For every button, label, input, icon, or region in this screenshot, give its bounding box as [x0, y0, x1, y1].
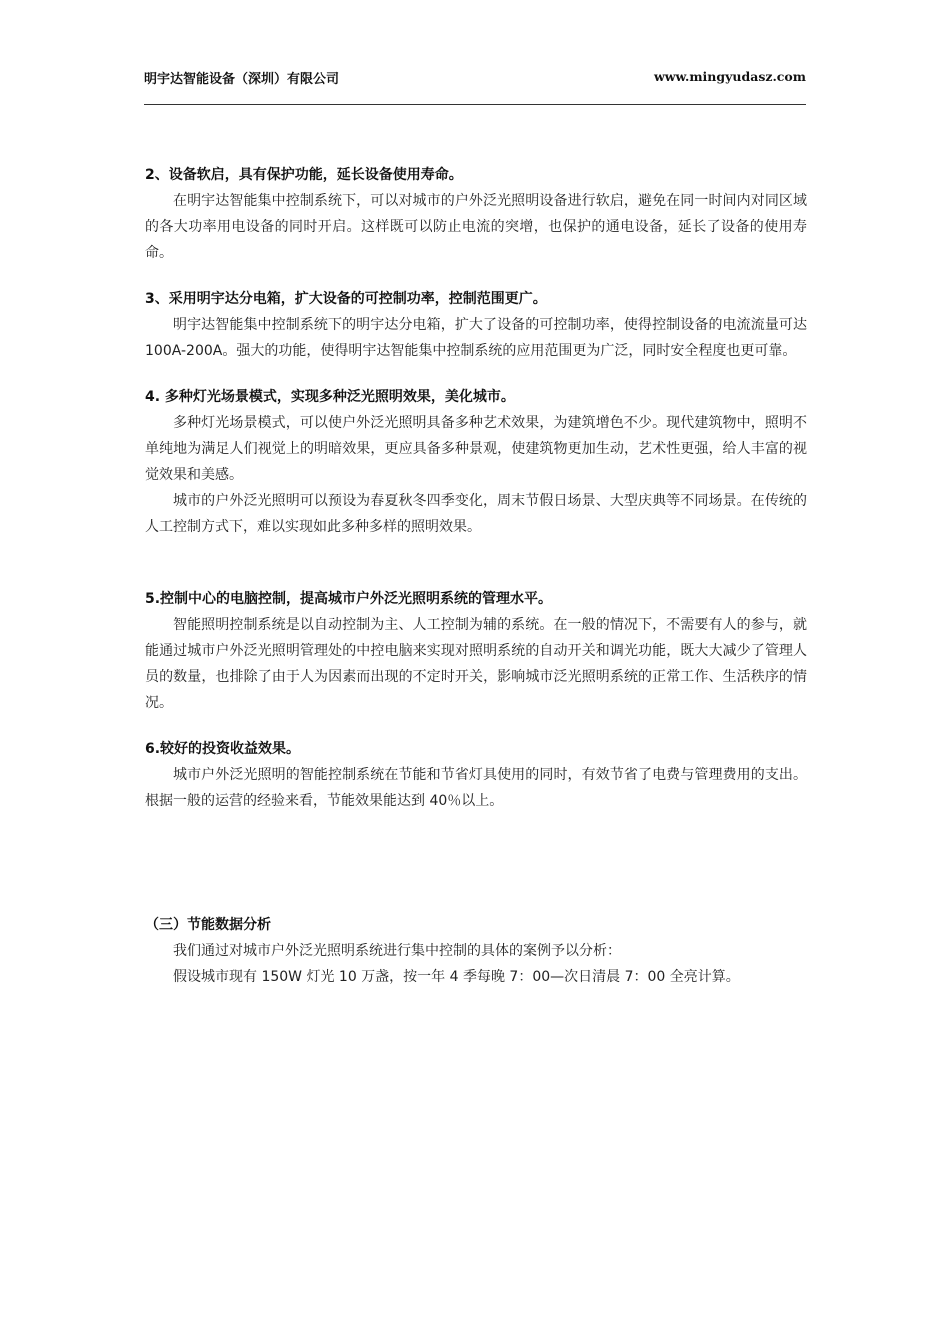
section-lighting-scenes	[145, 384, 807, 540]
analysis-paragraph: 假设城市现有 150W 灯光 10 万盏，按一年 4 季每晚 7：00—次日清晨 7：00 全亮计算。	[173, 969, 740, 985]
company-name: 明宇达智能设备（深圳）有限公司	[144, 72, 340, 87]
section-heading: 2、设备软启，具有保护功能，延长设备使用寿命。	[145, 167, 463, 183]
section-distribution-box	[145, 286, 807, 364]
section-paragraph: 城市的户外泛光照明可以预设为春夏秋冬四季变化，周末节假日场景、大型庆典等不同场景。在传统的人工控制方式下，难以实现如此多种多样的照明效果。	[145, 493, 807, 535]
section-heading: 6.较好的投资收益效果。	[145, 741, 301, 757]
section-paragraph: 城市户外泛光照明的智能控制系统在节能和节省灯具使用的同时，有效节省了电费与管理费用的支出。根据一般的运营的经验来看，节能效果能达到 40％以上。	[145, 767, 807, 809]
section-heading: 4. 多种灯光场景模式，实现多种泛光照明效果，美化城市。	[145, 389, 515, 405]
section-paragraph: 智能照明控制系统是以自动控制为主、人工控制为辅的系统。在一般的情况下，不需要有人的参与，就能通过城市户外泛光照明管理处的中控电脑来实现对照明系统的自动开关和调光功能，既大大减少了管理人员的数量，也排除了由于人为因素而出现的不定时开关，影响城市泛光照明系统的正常工作、生活秩序的情况。	[145, 617, 807, 711]
section-investment-return	[145, 736, 807, 814]
section-heading: 3、采用明宇达分电箱，扩大设备的可控制功率，控制范围更广。	[145, 291, 547, 307]
page-header	[144, 68, 806, 90]
company-website-link[interactable]: www.mingyudasz.com	[653, 69, 806, 84]
analysis-heading: （三）节能数据分析	[145, 917, 271, 933]
header-divider	[144, 104, 806, 105]
section-paragraph: 在明宇达智能集中控制系统下，可以对城市的户外泛光照明设备进行软启，避免在同一时间内对同区域的各大功率用电设备的同时开启。这样既可以防止电流的突增，也保护的通电设备，延长了设备的使用寿命。	[145, 193, 807, 261]
section-energy-analysis	[145, 912, 807, 990]
section-paragraph: 多种灯光场景模式，可以使户外泛光照明具备多种艺术效果，为建筑增色不少。现代建筑物中，照明不单纯地为满足人们视觉上的明暗效果，更应具备多种景观，使建筑物更加生动，艺术性更强，给人丰富的视觉效果和美感。	[145, 415, 807, 483]
document-body	[145, 162, 807, 990]
section-soft-start	[145, 162, 807, 266]
analysis-paragraph: 我们通过对城市户外泛光照明系统进行集中控制的具体的案例予以分析：	[173, 943, 621, 959]
section-computer-control	[145, 586, 807, 716]
section-paragraph: 明宇达智能集中控制系统下的明宇达分电箱，扩大了设备的可控制功率，使得控制设备的电流流量可达 100A-200A。强大的功能，使得明宇达智能集中控制系统的应用范围更为广泛，同时安全程度也更可靠。	[145, 317, 807, 359]
section-heading: 5.控制中心的电脑控制，提高城市户外泛光照明系统的管理水平。	[145, 591, 553, 607]
